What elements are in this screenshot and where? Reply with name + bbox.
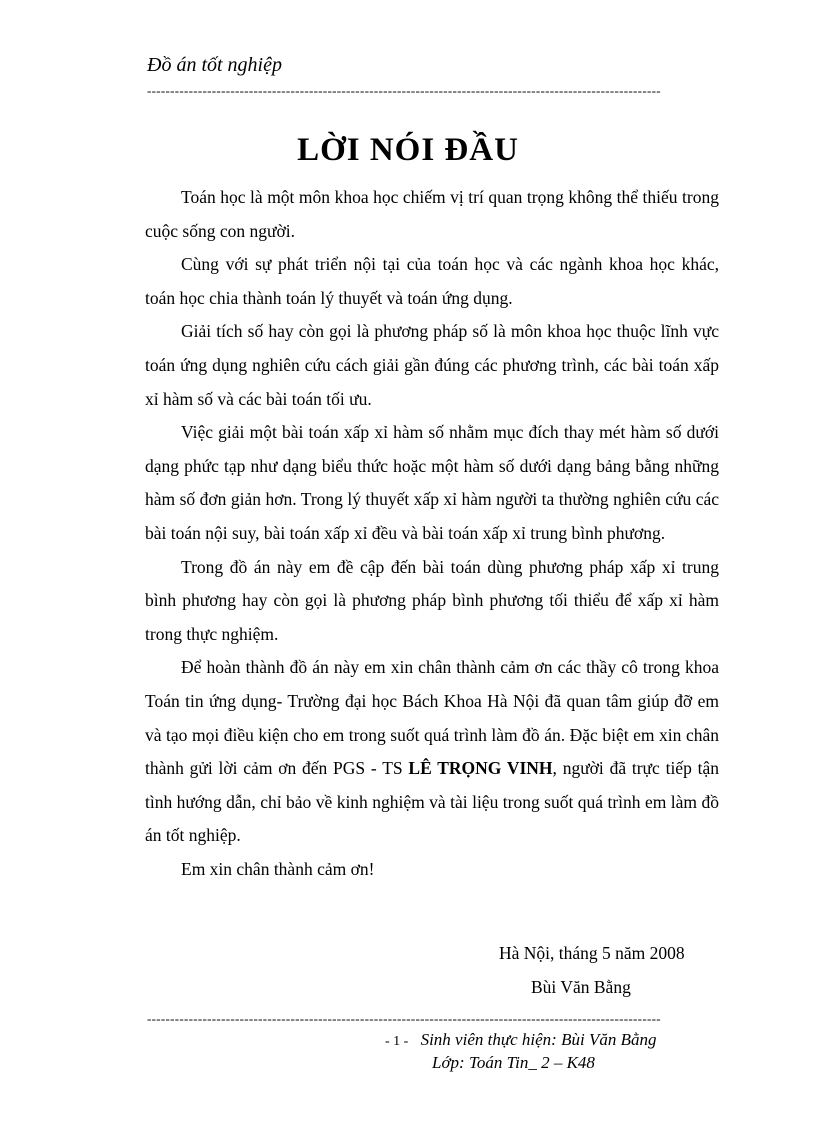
- class-line: Lớp: Toán Tin_ 2 – K48: [432, 1053, 595, 1072]
- paragraph: Trong đồ án này em đề cập đến bài toán dùng phương pháp xấp xỉ trung bình phương hay còn gọi là phương pháp bình phương tối thiểu để xấp xỉ hàm trong thực nghiệm.: [145, 556, 719, 644]
- paragraph: Cùng với sự phát triển nội tại của toán học và các ngành khoa học khác, toán học chia thành toán lý thuyết và toán ứng dụng.: [145, 254, 719, 308]
- page-number: - 1 -: [385, 1034, 409, 1049]
- thanks-paragraph: [145, 651, 719, 853]
- author-signature: Bùi Văn Bằng: [531, 977, 631, 997]
- closing-line: Em xin chân thành cảm ơn!: [181, 858, 375, 879]
- student-name: Sinh viên thực hiện: Bùi Văn Bằng: [420, 1030, 657, 1049]
- header-title: Đồ án tốt nghiệp: [147, 54, 282, 76]
- page-title: LỜI NÓI ĐẦU: [297, 132, 519, 168]
- place-date: Hà Nội, tháng 5 năm 2008: [499, 943, 685, 963]
- thanks-text-before: Để hoàn thành đồ án này em xin chân thành cảm ơn các thầy cô trong khoa Toán tin ứng dụng- Trường đại học Bách Khoa Hà Nội đã quan tâm giúp đỡ em và tạo mọi điều kiện cho em trong suốt quá trình làm đồ án. Đặc biệt em xin chân thành gửi lời cảm ơn đến PGS - TS: [145, 657, 719, 779]
- paragraph: Toán học là một môn khoa học chiếm vị trí quan trọng không thể thiếu trong cuộc sống con người.: [145, 187, 719, 241]
- advisor-name: LÊ TRỌNG VINH: [408, 758, 553, 779]
- header-rule: ---------------------------------------------------------------------------------------------------------------: [147, 84, 661, 98]
- paragraph: Việc giải một bài toán xấp xỉ hàm số nhằm mục đích thay mét hàm số dưới dạng phức tạp như dạng biểu thức hoặc một hàm số dưới dạng bảng bằng những hàm số đơn giản hơn. Trong lý thuyết xấp xỉ hàm người ta thường nghiên cứu các bài toán nội suy, bài toán xấp xỉ đều và bài toán xấp xỉ trung bình phương.: [145, 422, 719, 543]
- paragraph: Giải tích số hay còn gọi là phương pháp số là môn khoa học thuộc lĩnh vực toán ứng dụng nghiên cứu cách giải gần đúng các phương trình, các bài toán xấp xỉ hàm số và các bài toán tối ưu.: [145, 321, 719, 409]
- thanks-text-after: , người đã trực tiếp tận tình hướng dẫn, chỉ bảo về kinh nghiệm và tài liệu trong suốt quá trình em làm đồ án tốt nghiệp.: [145, 758, 719, 846]
- document-body: [145, 181, 719, 886]
- footer-rule: ---------------------------------------------------------------------------------------------------------------: [147, 1012, 661, 1026]
